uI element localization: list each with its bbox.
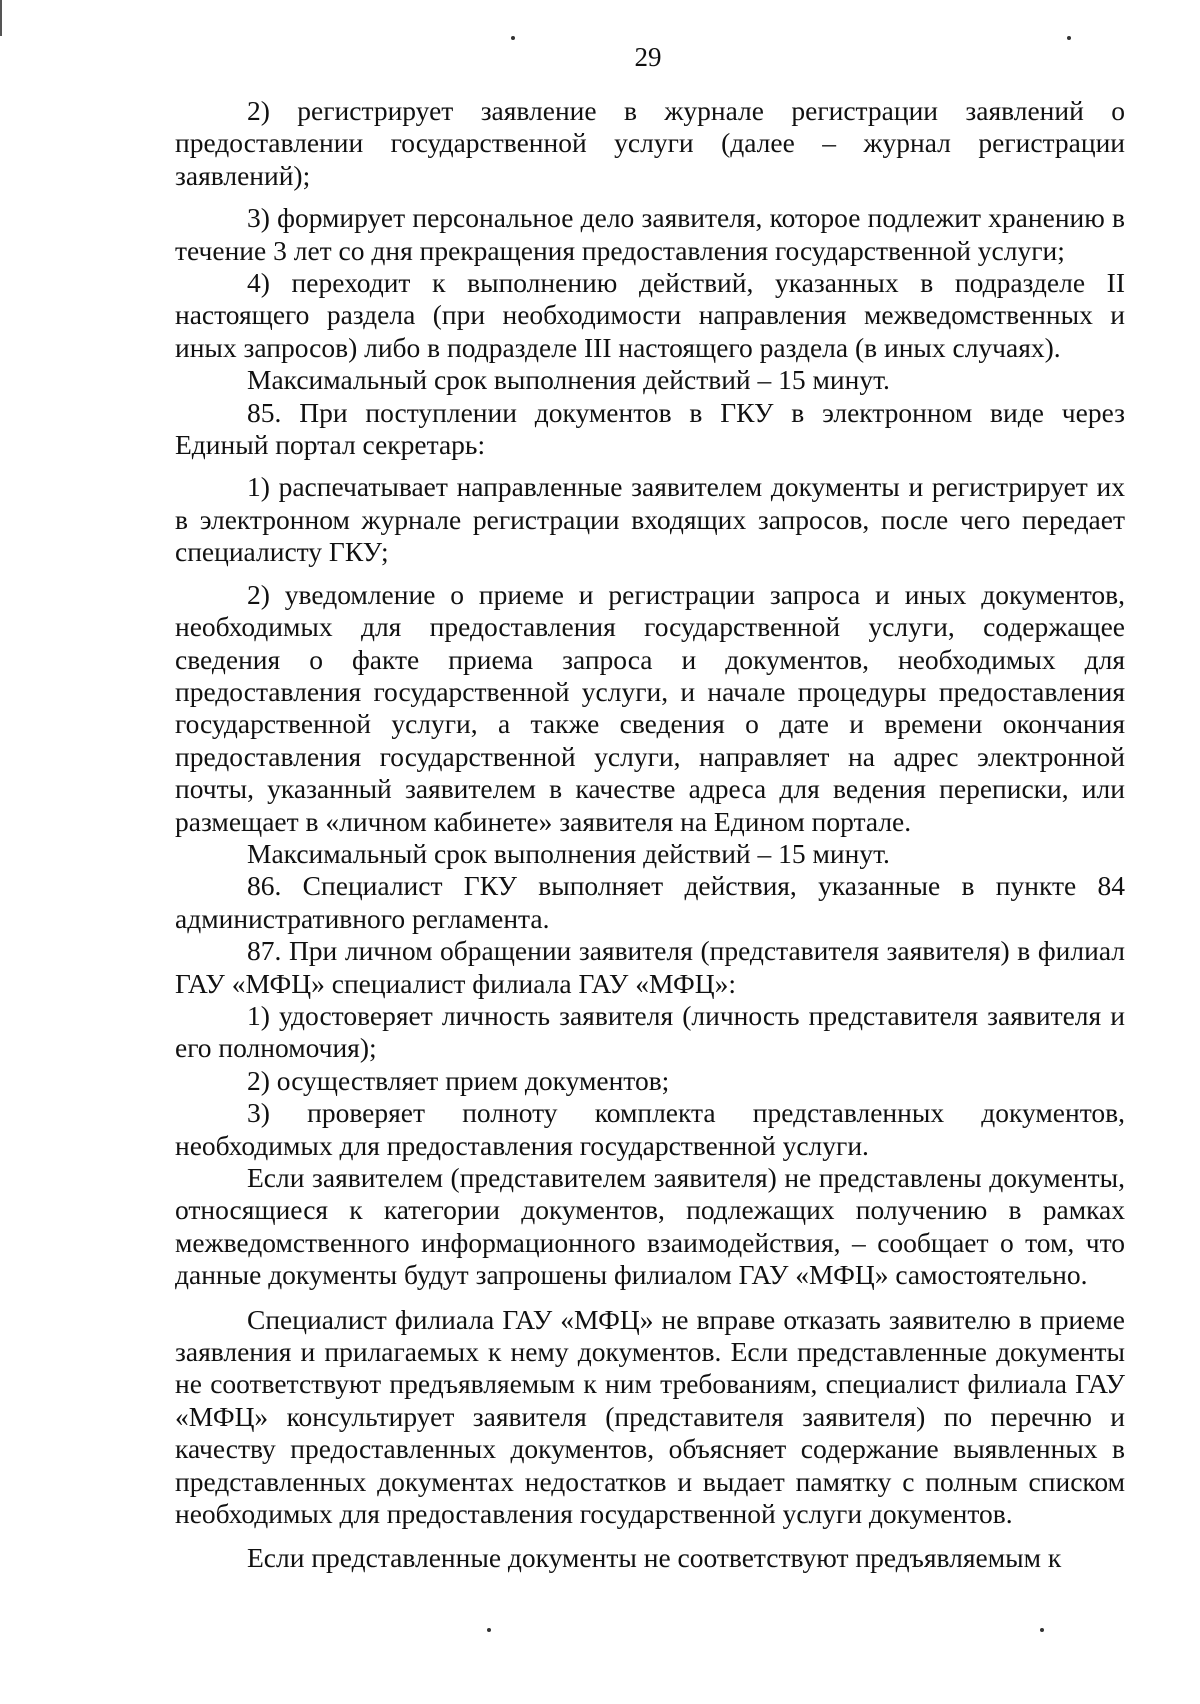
paragraph-85-item-1: 1) распечатывает направленные заявителем документы и регистрирует их в электронном журнале регистрации входящих запросов, после чего передает специалисту ГКУ; — [175, 471, 1125, 568]
document-body — [175, 95, 1125, 1575]
paragraph-deadline-1: Максимальный срок выполнения действий – 15 минут. — [247, 364, 890, 396]
scan-speck — [1040, 1628, 1044, 1632]
page-number: 29 — [634, 42, 662, 72]
paragraph-item-3: 3) формирует персональное дело заявителя, которое подлежит хранению в течение 3 лет со дня прекращения предоставления государственной услуги; — [175, 202, 1125, 266]
paragraph-87-item-1: 1) удостоверяет личность заявителя (личность представителя заявителя и его полномочия); — [175, 999, 1125, 1064]
paragraph-missing-documents: Если заявителем (представителем заявителя) не представлены документы, относящиеся к категории документов, подлежащих получению в рамках межведомственного информационного взаимодействия, – сообщает о том, что данные документы будут запрошены филиалом ГАУ «МФЦ» самостоятельно. — [175, 1162, 1125, 1291]
scan-speck — [511, 36, 515, 40]
paragraph-clause-87: 87. При личном обращении заявителя (представителя заявителя) в филиал ГАУ «МФЦ» специалист филиала ГАУ «МФЦ»: — [175, 935, 1125, 999]
scan-speck — [487, 1628, 491, 1632]
paragraph-deadline-2: Максимальный срок выполнения действий – 15 минут. — [247, 837, 890, 869]
paragraph-clause-85: 85. При поступлении документов в ГКУ в электронном виде через Единый портал секретарь: — [175, 396, 1125, 461]
paragraph-87-item-3: 3) проверяет полноту комплекта представленных документов, необходимых для предоставления государственной услуги. — [175, 1097, 1125, 1161]
paragraph-item-4: 4) переходит к выполнению действий, указанных в подразделе II настоящего раздела (при необходимости направления межведомственных и иных запросов) либо в подразделе III настоящего раздела (в иных случаях). — [175, 267, 1125, 363]
scan-speck — [1067, 36, 1071, 40]
paragraph-85-item-2: 2) уведомление о приеме и регистрации запроса и иных документов, необходимых для предоставления государственной услуги, содержащее сведения о факте приема запроса и документов, необходимых для предоставления государственной услуги, и начале процедуры предоставления государственной услуги, а также сведения о дате и времени окончания предоставления государственной услуги, направляет на адрес электронной почты, указанный заявителем в качестве адреса для ведения переписки, или размещает в «личном кабинете» заявителя на Едином портале. — [175, 578, 1125, 837]
paragraph-item-2: 2) регистрирует заявление в журнале регистрации заявлений о предоставлении государственной услуги (далее – журнал регистрации заявлений); — [175, 95, 1125, 191]
paragraph-specialist-refusal: Специалист филиала ГАУ «МФЦ» не вправе отказать заявителю в приеме заявления и прилагаемых к нему документов. Если представленные документы не соответствуют предъявляемым к ним требованиям, специалист филиала ГАУ «МФЦ» консультирует заявителя (представителя заявителя) по перечню и качеству предоставленных документов, объясняет содержание выявленных в представленных документах недостатков и выдает памятку с полным списком необходимых для предоставления государственной услуги документов. — [175, 1303, 1125, 1530]
scan-edge-mark — [0, 0, 2, 36]
paragraph-nonconforming-documents: Если представленные документы не соответствуют предъявляемым к — [247, 1542, 1062, 1574]
paragraph-clause-86: 86. Специалист ГКУ выполняет действия, указанные в пункте 84 административного регламента. — [175, 870, 1125, 934]
paragraph-87-item-2: 2) осуществляет прием документов; — [247, 1064, 670, 1096]
